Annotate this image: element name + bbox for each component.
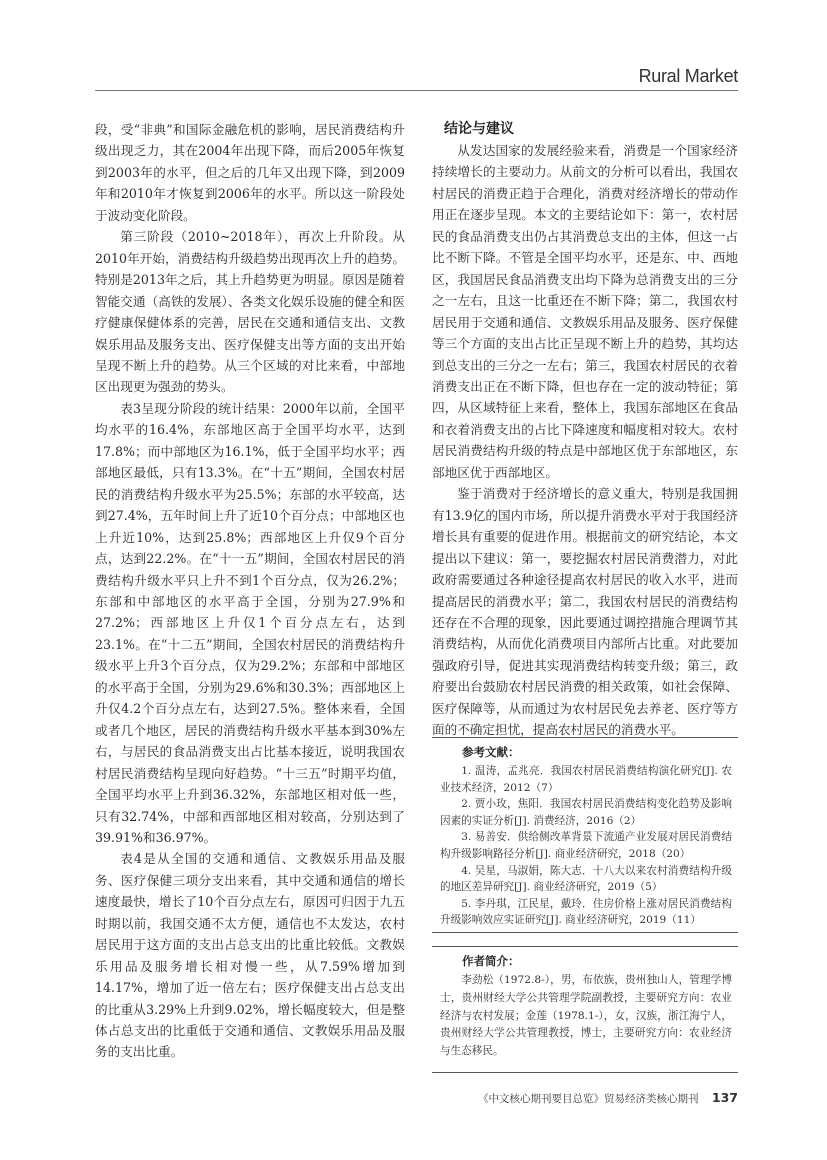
- reference-item: 4. 吴星，马淑娟，陈大志．十八大以来农村消费结构升级的地区差异研究[J]. 商业经济研究，2019（5）: [440, 864, 732, 894]
- body-paragraph: 鉴于消费对于经济增长的意义重大，特别是我国拥有13.9亿的国内市场，所以提升消费水平对于我国经济增长具有重要的促进作用。根据前文的研究结论，本文提出以下建议：第一，要挖掘农村居民消费潜力，对此政府需要通过各种途径提高农村居民的收入水平，进而提高居民的消费水平；第二，我国农村居民的消费结构还存在不合理的现象，因此要通过调控措施合理调节其消费结构，从而优化消费项目内部所占比重。对此要加强政府引导，促进其实现消费结构转变升级；第三，政府要出台鼓励农村居民消费的相关政策，如社会保障、医疗保障等，从而通过为农村居民免去养老、医疗等方面的不确定担忧，提高农村居民的消费水平。: [432, 486, 738, 738]
- journal-section-title: Rural Market: [638, 66, 738, 86]
- body-paragraph: 从发达国家的发展经验来看，消费是一个国家经济持续增长的主要动力。从前文的分析可以看出，我国农村居民的消费正趋于合理化，消费对经济增长的带动作用正在逐步呈现。本文的主要结论如下：第一，农村居民的食品消费支出仍占其消费总支出的主体，但这一占比不断下降。不管是全国平均水平，还是东、中、西地区，我国居民食品消费支出均下降为总消费支出的三分之一左右，且这一比重还在不断下降；第二，我国农村居民用于交通和通信、文教娱乐用品及服务、医疗保健等三个方面的支出占比正呈现不断上升的趋势，其均达到总支出的三分之一左右；第三，我国农村居民的衣着消费支出正在不断下降，但也存在一定的波动特征；第四，从区域特征上来看，整体上，我国东部地区在食品和衣着消费支出的占比下降速度和幅度相对较大。农村居民消费结构升级的特点是中部地区优于东部地区，东部地区优于西部地区。: [432, 143, 738, 480]
- header-divider: [95, 90, 738, 91]
- references-heading: 参考文献：: [462, 745, 520, 759]
- reference-item: 1. 温涛，孟兆亮．我国农村居民消费结构演化研究[J]. 农业技术经济，2012（7）: [440, 765, 732, 794]
- body-paragraph: 表4是从全国的交通和通信、文教娱乐用品及服务、医疗保健三项分支出来看，其中交通和通信的增长速度最快，增长了10个百分点左右，原因可归因于九五时期以前，我国交通不太方便，通信也不太发达，农村居民用于这方面的支出占总支出的比重比较低。文教娱乐用品及服务增长相对慢一些，从7.59%增加到14.17%，增加了近一倍左右；医疗保健支出占总支出的比重从3.29%上升到9.02%，增长幅度较大，但是整体占总支出的比重低于交通和通信、文教娱乐用品及服务的支出比重。: [95, 851, 405, 1060]
- section-heading: 结论与建议: [444, 121, 514, 137]
- reference-item: 3. 易善安．供给侧改革背景下流通产业发展对居民消费结构升级影响路径分析[J]. 商业经济研究，2018（20）: [440, 831, 732, 860]
- page-number: 137: [711, 1090, 738, 1105]
- page-footer: [478, 1090, 738, 1106]
- author-bio-heading: 作者简介：: [462, 954, 520, 968]
- body-paragraph: 表3呈现分阶段的统计结果：2000年以前，全国平均水平的16.4%，东部地区高于全国平均水平，达到17.8%；而中部地区为16.1%，低于全国平均水平；西部地区最低，只有13.3%。在“十五”期间，全国农村居民的消费结构升级水平为25.5%；东部的水平较高，达到27.4%，五年时间上升了近10个百分点；中部地区也上升近10%，达到25.8%；西部地区上升仅9个百分点，达到22.2%。在“十一五”期间，全国农村居民的消费结构升级水平只上升不到1个百分点，仅为26.2%；东部和中部地区的水平高于全国，分别为27.9%和27.2%；西部地区上升仅1个百分点左右，达到23.1%。在“十二五”期间，全国农村居民的消费结构升级水平上升3个百分点，仅为29.2%；东部和中部地区的水平高于全国，分别为29.6%和30.3%；西部地区上升仅4.2个百分点左右，达到27.5%。整体来看，全国或者几个地区，居民的消费结构升级水平基本到30%左右，与居民的食品消费支出占比基本接近，说明我国农村居民消费结构呈现向好趋势。“十三五”时期平均值，全国平均水平上升到36.32%，东部地区相对低一些，只有32.74%，中部和西部地区相对较高，分别达到了39.91%和36.97%。: [95, 400, 405, 845]
- journal-note: 《中文核心期刊要目总览》贸易经济类核心期刊: [478, 1093, 699, 1105]
- author-bio-box: [432, 946, 738, 1073]
- left-column: [95, 119, 405, 1063]
- references-box: [432, 737, 738, 933]
- right-column: [432, 119, 738, 741]
- body-paragraph: 段，受“非典”和国际金融危机的影响，居民消费结构升级出现乏力，其在2004年出现下降，而后2005年恢复到2003年的水平，但之后的几年又出现下降，到2009年和2010年才恢复到2006年的水平。所以这一阶段处于波动变化阶段。: [95, 122, 405, 223]
- reference-item: 2. 贾小玫，焦阳．我国农村居民消费结构变化趋势及影响因素的实证分析[J]. 消费经济，2016（2）: [440, 798, 732, 827]
- reference-item: 5. 李丹琪，江民星，戴玲．住房价格上涨对居民消费结构升级影响效应实证研究[J]. 商业经济研究，2019（11）: [440, 897, 732, 927]
- body-paragraph: 第三阶段（2010~2018年），再次上升阶段。从2010年开始，消费结构升级趋势出现再次上升的趋势。特别是2013年之后，其上升趋势更为明显。原因是随着智能交通（高铁的发展）、各类文化娱乐设施的健全和医疗健康保健体系的完善，居民在交通和通信支出、文教娱乐用品及服务支出、医疗保健支出等方面的支出开始呈现不断上升的趋势。从三个区域的对比来看，中部地区出现更为强劲的势头。: [95, 229, 405, 395]
- author-bio-text: 李劲松（1972.8-），男，布依族，贵州独山人，管理学博士，贵州财经大学公共管理学院副教授，主要研究方向：农业经济与农村发展；金莲（1978.1-），女，汉族，浙江海宁人，贵州财经大学公共管理教授，博士，主要研究方向：农业经济与生态移民。: [440, 974, 732, 1058]
